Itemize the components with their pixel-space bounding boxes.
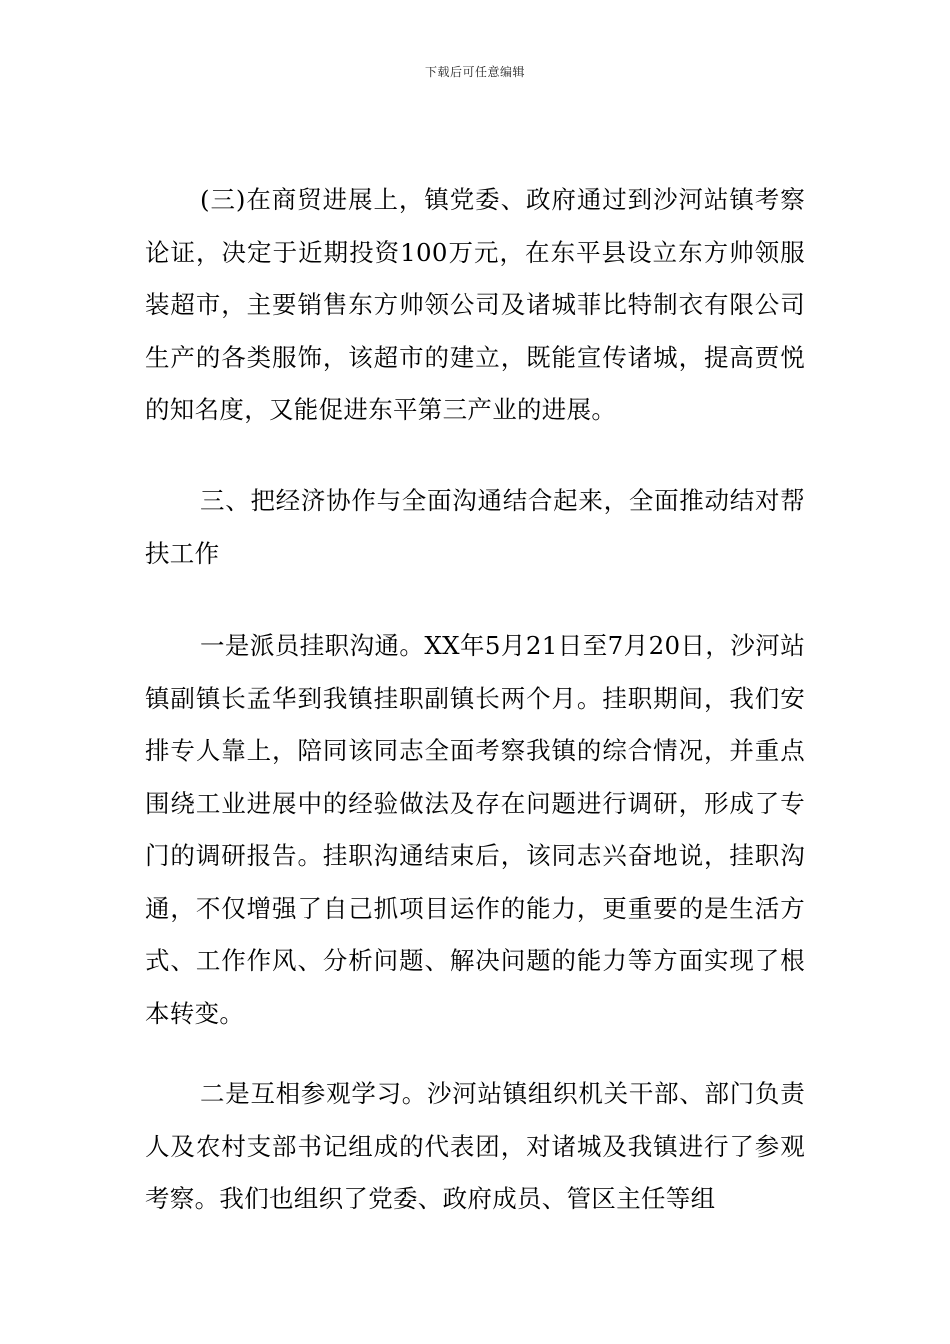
paragraph-visit-study: 二是互相参观学习。沙河站镇组织机关干部、部门负责人及农村支部书记组成的代表团，对诸城及我镇进行了参观考察。我们也组织了党委、政府成员、管区主任等组	[145, 1079, 805, 1213]
paragraph-secondment: 一是派员挂职沟通。XX年5月21日至7月20日，沙河站镇副镇长孟华到我镇挂职副镇长两个月。挂职期间，我们安排专人靠上，陪同该同志全面考察我镇的综合情况，并重点围绕工业进展中的经验做法及存在问题进行调研，形成了专门的调研报告。挂职沟通结束后，该同志兴奋地说，挂职沟通，不仅增强了自己抓项目运作的能力，更重要的是生活方式、工作作风、分析问题、解决问题的能力等方面实现了根本转变。	[145, 631, 805, 1028]
section-heading: 三、把经济协作与全面沟通结合起来，全面推动结对帮扶工作	[145, 486, 805, 568]
paragraph-commerce: (三)在商贸进展上，镇党委、政府通过到沙河站镇考察论证，决定于近期投资100万元，在东平县设立东方帅领服装超市，主要销售东方帅领公司及诸城菲比特制衣有限公司生产的各类服饰，该超市的建立，既能宣传诸城，提高贾悦的知名度，又能促进东平第三产业的进展。	[145, 185, 805, 424]
page-header: 下载后可任意编辑	[424, 65, 525, 79]
